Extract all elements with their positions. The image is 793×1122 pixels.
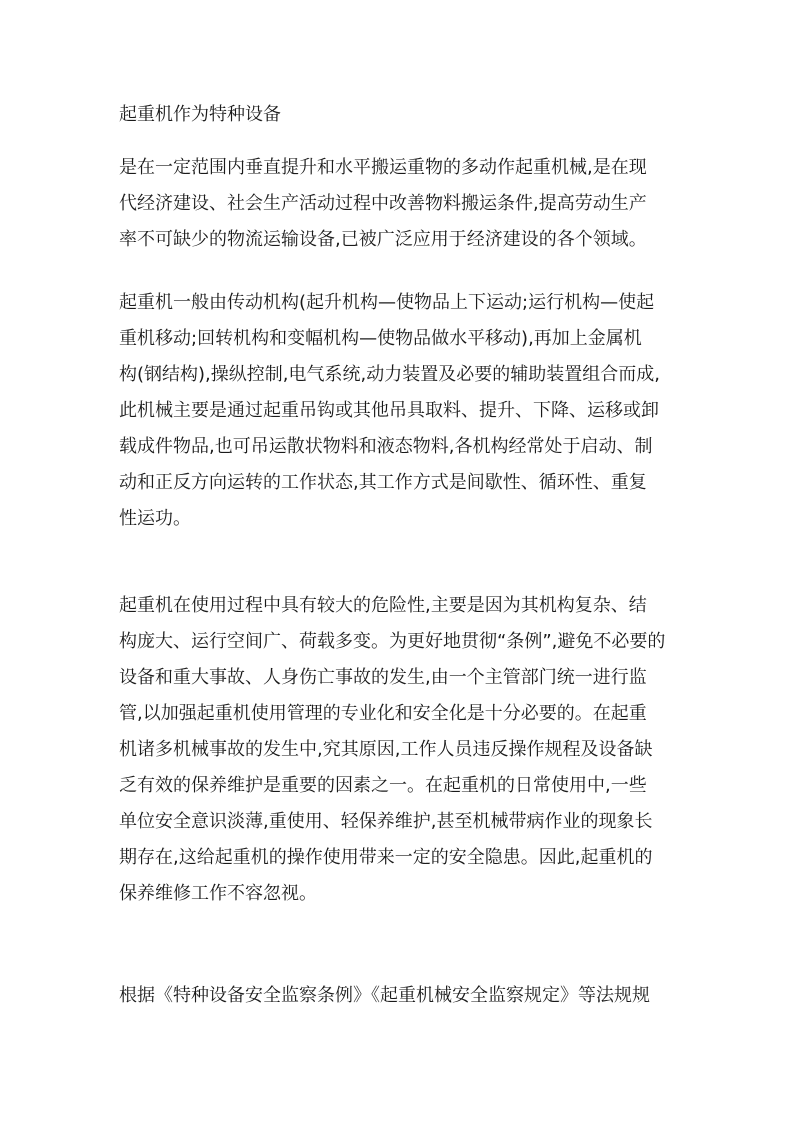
paragraph-1 (119, 150, 679, 258)
text-line: 性运功。 (119, 508, 191, 529)
text-line: 管,以加强起重机使用管理的专业化和安全化是十分必要的。在起重 (119, 703, 647, 724)
text-line: 是在一定范围内垂直提升和水平搬运重物的多动作起重机械,是在现 (119, 157, 647, 178)
paragraph-4 (119, 978, 679, 1014)
text-line: 根据《特种设备安全监察条例》《起重机械安全监察规定》等法规规 (119, 985, 650, 1006)
text-line: 率不可缺少的物流运输设备,已被广泛应用于经济建设的各个领域。 (119, 229, 647, 250)
text-line: 保养维修工作不容忽视。 (119, 883, 317, 904)
text-line: 构(钢结构),操纵控制,电气系统,动力装置及必要的辅助装置组合而成, (119, 364, 660, 385)
text-line: 载成件物品,也可吊运散状物料和液态物料,各机构经常处于启动、制 (119, 436, 653, 457)
text-line: 重机移动;回转机构和变幅机构—使物品做水平移动),再加上金属机 (119, 328, 642, 349)
text-line: 动和正反方向运转的工作状态,其工作方式是间歇性、循环性、重复 (119, 472, 647, 493)
text-line: 期存在,这给起重机的操作使用带来一定的安全隐患。因此,起重机的 (119, 847, 653, 868)
document-heading: 起重机作为特种设备 (119, 104, 281, 125)
text-line: 起重机一般由传动机构(起升机构—使物品上下运动;运行机构—使起 (119, 292, 655, 313)
text-line: 代经济建设、社会生产活动过程中改善物料搬运条件,提高劳动生产 (119, 193, 647, 214)
text-line: 此机械主要是通过起重吊钩或其他吊具取料、提升、下降、运移或卸 (119, 400, 659, 421)
text-line: 起重机在使用过程中具有较大的危险性,主要是因为其机构复杂、结 (119, 595, 647, 616)
text-line: 设备和重大事故、人身伤亡事故的发生,由一个主管部门统一进行监 (119, 667, 647, 688)
paragraph-2 (119, 285, 679, 537)
text-line: 单位安全意识淡薄,重使用、轻保养维护,甚至机械带病作业的现象长 (119, 811, 653, 832)
paragraph-3 (119, 588, 679, 912)
text-line: 乏有效的保养维护是重要的因素之一。在起重机的日常使用中,一些 (119, 775, 647, 796)
text-line: 构庞大、运行空间广、荷载多变。为更好地贯彻“条例”,避免不必要的 (119, 631, 666, 652)
text-line: 机诸多机械事故的发生中,究其原因,工作人员违反操作规程及设备缺 (119, 739, 653, 760)
